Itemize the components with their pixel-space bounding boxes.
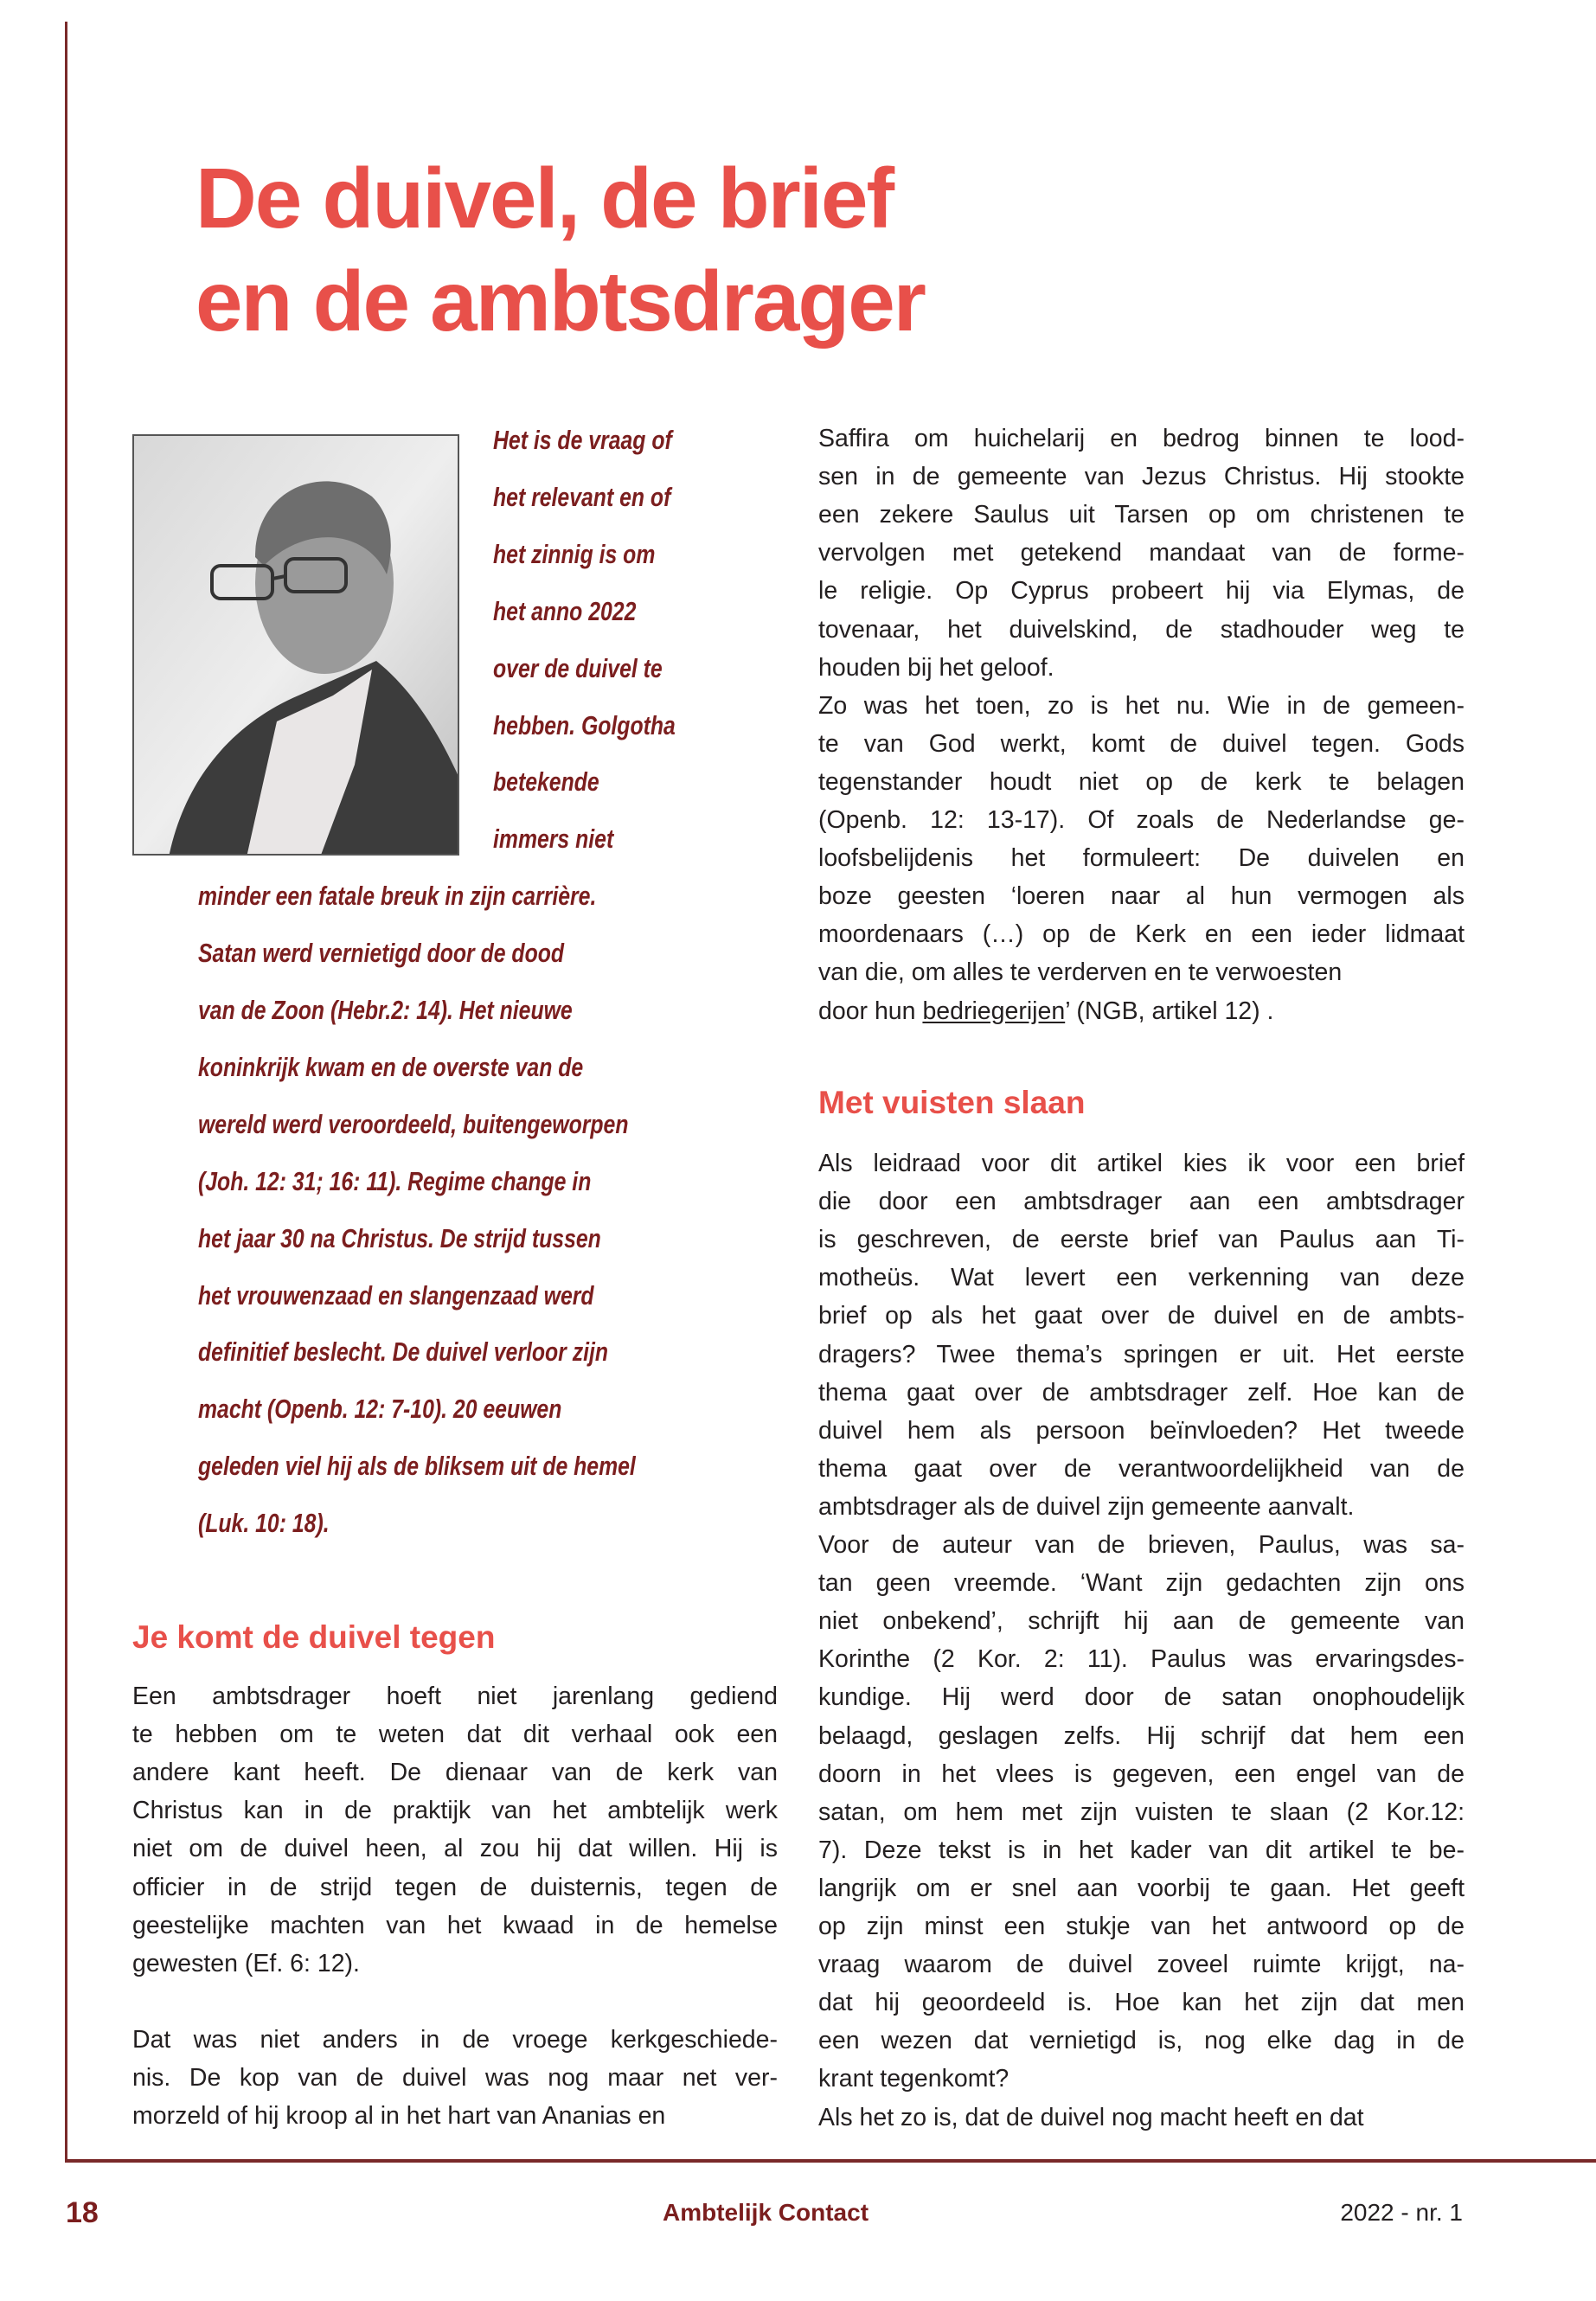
body-text-line: Als leidraad voor dit artikel kies ik voor een brief	[818, 1150, 1465, 1177]
section-heading-je-komt-de-duivel-tegen: Je komt de duivel tegen	[132, 1619, 496, 1655]
intro-line: macht (Openb. 12: 7-10). 20 eeuwen	[198, 1394, 562, 1425]
body-text-line: duivel hem als persoon beïnvloeden? Het tweede	[818, 1416, 1465, 1445]
body-text-line: dat hij geoordeeld is. Hoe kan het zijn dat men	[818, 1989, 1465, 2017]
body-text-line: houden bij het geloof.	[818, 653, 1054, 682]
body-text-line: 7). Deze tekst is in het kader van dit artikel te be-	[818, 1836, 1465, 1864]
body-text-line: Een ambtsdrager hoeft niet jarenlang gediend	[132, 1682, 778, 1710]
body-text-line: morzeld of hij kroop al in het hart van Ananias en	[132, 2102, 666, 2131]
footer-rule	[65, 2159, 1596, 2163]
body-text-line: Christus kan in de praktijk van het ambtelijk werk	[132, 1797, 778, 1825]
body-text-line: thema gaat over de ambtsdrager zelf. Hoe kan de	[818, 1378, 1465, 1407]
body-text-line: langrijk om er snel aan voorbij te gaan. Het geeft	[818, 1874, 1465, 1902]
intro-line: minder een fatale breuk in zijn carrière.	[198, 881, 597, 912]
body-text-line: te van God werkt, komt de duivel tegen. Gods	[818, 729, 1465, 758]
body-text-line: een zekere Saulus uit Tarsen op om christenen te	[818, 501, 1465, 529]
issue-number: 2022 - nr. 1	[1340, 2199, 1463, 2226]
body-text-line: belaagd, geslagen zelfs. Hij schrijf dat hem een	[818, 1721, 1465, 1750]
body-text-line: tan geen vreemde. ‘Want zijn gedachten zijn ons	[818, 1569, 1465, 1598]
body-text-line: loofsbelijdenis het formuleert: De duivelen en	[818, 844, 1465, 873]
body-text-line: op zijn minst een stukje van het antwoord op de	[818, 1913, 1465, 1940]
body-text-line: doorn in het vlees is gegeven, een engel van de	[818, 1759, 1465, 1788]
magazine-name: Ambtelijk Contact	[662, 2199, 869, 2226]
intro-line: Satan werd vernietigd door de dood	[198, 938, 565, 969]
intro-line: geleden viel hij als de bliksem uit de hemel	[198, 1451, 636, 1482]
underlined-word: bedriegerijen	[922, 997, 1066, 1025]
body-text-line: niet onbekend’, schrijft hij aan de gemeente van	[818, 1607, 1465, 1636]
body-text-line: motheüs. Wat levert een verkenning van deze	[818, 1264, 1465, 1292]
body-text-line: geestelijke machten van het kwaad in de hemelse	[132, 1911, 778, 1939]
body-text-line: officier in de strijd tegen de duisternis, tegen de	[132, 1873, 778, 1901]
intro-line: (Joh. 12: 31; 16: 11). Regime change in	[198, 1165, 592, 1196]
body-text-line: vervolgen met getekend mandaat van de forme-	[818, 539, 1465, 567]
intro-line: het relevant en of	[493, 481, 671, 512]
body-text-line: vraag waarom de duivel zoveel ruimte krijgt, na-	[818, 1951, 1465, 1979]
intro-line: (Luk. 10: 18).	[198, 1508, 330, 1539]
intro-line: definitief beslecht. De duivel verloor zijn	[198, 1336, 609, 1368]
portrait-photo	[132, 434, 459, 856]
body-text-line: tovenaar, het duivelskind, de stadhouder weg te	[818, 615, 1465, 644]
page-number: 18	[66, 2196, 99, 2229]
body-text-line: nis. De kop van de duivel was nog maar net ver-	[132, 2064, 778, 2092]
body-text-line: andere kant heeft. De dienaar van de kerk van	[132, 1759, 778, 1787]
body-text-line: Voor de auteur van de brieven, Paulus, was sa-	[818, 1531, 1465, 1559]
intro-line: over de duivel te	[493, 652, 663, 683]
article-title-line-2: en de ambtsdrager	[195, 253, 925, 349]
body-text-line: thema gaat over de verantwoordelijkheid van de	[818, 1454, 1465, 1483]
body-text-line: Saffira om huichelarij en bedrog binnen te lood-	[818, 425, 1465, 452]
section-heading-met-vuisten-slaan: Met vuisten slaan	[818, 1085, 1086, 1120]
body-text-line: kundige. Hij werd door de satan onophoudelijk	[818, 1683, 1465, 1712]
intro-line: het vrouwenzaad en slangenzaad werd	[198, 1279, 594, 1311]
body-text-line: Korinthe (2 Kor. 2: 11). Paulus was ervaringsdes-	[818, 1645, 1465, 1674]
intro-line: betekende	[493, 766, 599, 798]
body-text-line: krant tegenkomt?	[818, 2065, 1010, 2093]
body-text-line: satan, om hem met zijn vuisten te slaan (2 Kor.12:	[818, 1798, 1465, 1826]
body-text-line: (Openb. 12: 13-17). Of zoals de Nederlandse ge-	[818, 806, 1465, 834]
left-margin-rule	[65, 22, 67, 2162]
body-text-line: boze geesten ‘loeren naar al hun vermogen als	[818, 882, 1465, 911]
intro-line: Het is de vraag of	[493, 425, 672, 455]
body-text-line: ambtsdrager als de duivel zijn gemeente aanvalt.	[818, 1492, 1355, 1521]
body-text-line: Zo was het toen, zo is het nu. Wie in de gemeen-	[818, 691, 1465, 720]
intro-line: wereld werd veroordeeld, buitengeworpen	[198, 1108, 629, 1139]
body-text-line: Dat was niet anders in de vroege kerkgeschiede-	[132, 2025, 778, 2054]
body-text-line: van die, om alles te verderven en te verwoesten	[818, 958, 1343, 987]
body-text-line: een wezen dat vernietigd is, nog elke dag in de	[818, 2027, 1465, 2055]
citation-text: door hun	[818, 997, 923, 1025]
body-text-line: brief op als het gaat over de duivel en de ambts-	[818, 1302, 1465, 1330]
body-text-line: gewesten (Ef. 6: 12).	[132, 1949, 360, 1977]
intro-line: immers niet	[493, 824, 614, 855]
portrait-photo-icon	[134, 436, 459, 856]
body-text-line: te hebben om te weten dat dit verhaal ook een	[132, 1721, 778, 1749]
body-text-line: niet om de duivel heen, al zou hij dat willen. Hij is	[132, 1835, 778, 1863]
intro-line: hebben. Golgotha	[493, 709, 676, 740]
body-text-line: dragers? Twee thema’s springen er uit. Het eerste	[818, 1340, 1465, 1368]
body-text-line: Als het zo is, dat de duivel nog macht heeft en dat	[818, 2103, 1364, 2131]
intro-line: het zinnig is om	[493, 538, 656, 569]
intro-line: het jaar 30 na Christus. De strijd tussen	[198, 1222, 601, 1253]
article-title-line-1: De duivel, de brief	[195, 151, 894, 246]
body-text-line: moordenaars (…) op de Kerk en een ieder lidmaat	[818, 920, 1465, 949]
body-text-line: tegenstander houdt niet op de kerk te belagen	[818, 767, 1465, 796]
body-text-line-citation	[818, 992, 1465, 1030]
body-text-line: is geschreven, de eerste brief van Paulus aan Ti-	[818, 1226, 1465, 1254]
intro-line: het anno 2022	[493, 595, 637, 626]
body-text-line: die door een ambtsdrager aan een ambtsdrager	[818, 1188, 1465, 1216]
intro-line: koninkrijk kwam en de overste van de	[198, 1051, 584, 1082]
intro-line: van de Zoon (Hebr.2: 14). Het nieuwe	[198, 995, 573, 1025]
citation-reference: ’ (NGB, artikel 12) .	[1065, 997, 1274, 1025]
body-text-line: le religie. Op Cyprus probeert hij via Elymas, de	[818, 577, 1465, 606]
body-text-line: sen in de gemeente van Jezus Christus. Hij stookte	[818, 463, 1465, 491]
